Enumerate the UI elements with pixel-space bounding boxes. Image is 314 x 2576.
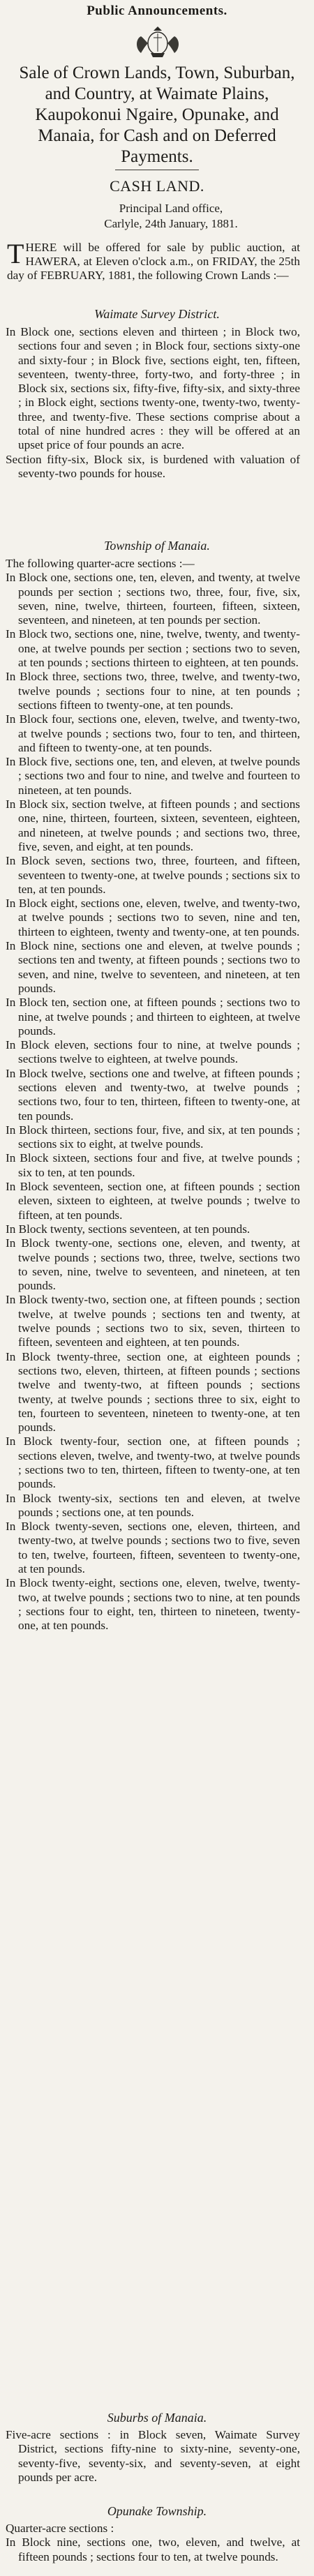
page-header: Public Announcements.	[87, 3, 227, 18]
list-item: Five-acre sections : in Block seven, Waimate Survey District, sections fifty-nine to sixty-nine, seventy-one, seventy-five, seventy-six, and seventy-seven, at eight pounds per acre.	[6, 2428, 300, 2484]
list-item: In Block one, sections eleven and thirteen ; in Block two, sections four and seven ; in Block four, sections sixty-one and sixty-four ; in Block five, sections eight, ten, fifteen, seventeen, twenty-three, forty-two, and forty-three ; in Block six, sections six, fifty-five, fifty-six, and sixty-three ; in Block eight, sections twenty-one, twenty-two, twenty-three, and twenty-five. These sections comprise about a total of nine hundred acres : they will be offered at an upset price of four pounds an acre.	[6, 325, 300, 452]
list-item: In Block sixteen, sections four and five, at twelve pounds ; six to ten, at ten pounds.	[6, 1151, 300, 1179]
section-title-waimate: Waimate Survey District.	[94, 307, 220, 321]
list-item: In Block three, sections two, three, twelve, and twenty-two, twelve pounds ; sections four to nine, at ten pounds ; sections fifteen to twenty-one, at ten pounds.	[6, 670, 300, 712]
intro-paragraph	[7, 238, 300, 283]
list-item: In Block eleven, sections four to nine, at twelve pounds ; sections twelve to eighteen, at twelve pounds.	[6, 1038, 300, 1066]
list-item: In Block twenty-three, section one, at eighteen pounds ; sections two, eleven, thirteen, at fifteen pounds ; sections twelve and twenty-two, at fifteen pounds ; sections twenty, at twelve pounds ; sections three to six, eight to ten, fourteen to seventeen, nineteen to twenty-one, at ten pounds.	[6, 1349, 300, 1435]
list-item: In Block thirteen, sections four, five, and six, at ten pounds ; sections six to eight, at twelve pounds.	[6, 1123, 300, 1151]
list-item: In Block twenty, sections seventeen, at ten pounds.	[6, 1222, 251, 1236]
announcement-title: Sale of Crown Lands, Town, Suburban, and Country, at Waimate Plains, Kaupokonui Ngaire, Opunake, and Manaia, for Cash and on Deferred Payments.	[19, 63, 295, 166]
list-item: Section fifty-six, Block six, is burdened with valuation of seventy-two pounds for house.	[6, 452, 300, 480]
list-item: In Block twelve, sections one and twelve, at fifteen pounds ; sections eleven and twenty-two, at twelve pounds ; sections two, four to ten, thirteen, fifteen to twenty-one, at ten pounds.	[6, 1066, 300, 1123]
list-item: In Block one, sections one, ten, eleven, and twenty, at twelve pounds per section ; sections two, three, four, five, six, seven, nine, twelve, thirteen, fourteen, fifteen, sixteen, seventeen, and nineteen, at ten pounds per section.	[6, 571, 300, 627]
cash-land-heading: CASH LAND.	[110, 177, 204, 195]
list-item: In Block nine, sections one and eleven, at twelve pounds ; sections ten and twenty, at fifteen pounds ; sections two to seven, and nine, twelve to seventeen, and nineteen, at ten pounds.	[6, 939, 300, 995]
drop-cap: T	[7, 238, 24, 269]
suburbs-para	[6, 2428, 300, 2485]
list-item: In Block twenty-one, sections one, eleven, and twenty, at twelve pounds ; sections two, three, twelve, sections two to seven, nine, twelve to seventeen, and nineteen, at ten pounds.	[6, 1236, 300, 1293]
section-title-suburbs: Suburbs of Manaia.	[107, 2411, 207, 2425]
list-item: In Block twenty-seven, sections one, eleven, thirteen, and twenty-two, at twelve pounds ; sections two to five, seven to ten, twelve, fourteen, fifteen, seventeen to twenty-one, at ten pounds.	[6, 1520, 300, 1576]
list-item: In Block seventeen, section one, at fifteen pounds ; section eleven, sixteen to eighteen, at twelve pounds ; twelve to fifteen, at ten pounds.	[6, 1180, 300, 1222]
royal-crest-icon	[133, 25, 183, 59]
section-title-manaia: Township of Manaia.	[104, 539, 210, 553]
date-line: Carlyle, 24th January, 1881.	[104, 217, 238, 230]
list-item: In Block nine, sections one, two, eleven, and twelve, at fifteen pounds ; sections four to ten, at twelve pounds.	[6, 2536, 300, 2563]
manaia-para	[6, 557, 300, 1633]
office-line: Principal Land office,	[119, 202, 223, 215]
list-item: In Block eight, sections one, eleven, twelve, and twenty-two, at twelve pounds ; sections two to seven, nine and ten, thirteen to eighteen, twenty and twenty-one, at ten pounds.	[6, 897, 300, 938]
list-item: In Block twenty-two, section one, at fifteen pounds ; section twelve, at twelve pounds ; sections ten and twenty, at twelve pounds ; sections two to six, seven, thirteen to fifteen, seventeen and eighteen, at ten pounds.	[6, 1293, 300, 1349]
intro-text: HERE will be offered for sale by public auction, at HAWERA, at Eleven o'clock a.m., on FRIDAY, the 25th day of FEBRUARY, 1881, the following Crown Lands :—	[7, 241, 300, 283]
list-item: In Block six, section twelve, at fifteen pounds ; and sections one, nine, thirteen, fourteen, sixteen, seventeen, eighteen, and nineteen, at twelve pounds ; and sections two, three, five, seven, and eight, at ten pounds.	[6, 797, 300, 853]
list-item: Quarter-acre sections :	[6, 2522, 114, 2535]
list-item: In Block seven, sections two, three, fourteen, and fifteen, seventeen to twenty-one, at twelve pounds ; sections six to ten, at ten pounds.	[6, 854, 300, 896]
list-item: In Block two, sections one, nine, twelve, twenty, and twenty-one, at twelve pounds per section ; sections two to seven, at ten pounds ; sections thirteen to eighteen, at ten pounds.	[6, 627, 300, 670]
opunake-para	[6, 2522, 300, 2564]
list-item: In Block five, sections one, ten, and eleven, at twelve pounds ; sections two and four to nine, and twelve and fourteen to nineteen, at ten pounds.	[6, 755, 300, 797]
list-item: In Block twenty-six, sections ten and eleven, at twelve pounds ; sections one, at ten pounds.	[6, 1491, 300, 1519]
list-item: The following quarter-acre sections :—	[6, 557, 195, 570]
section-title-opunake: Opunake Township.	[107, 2504, 207, 2518]
list-item: In Block twenty-eight, sections one, eleven, twelve, twenty-two, at twelve pounds ; sections two to nine, at ten pounds ; sections four to eight, ten, thirteen to nineteen, twenty-one, at ten pounds.	[6, 1576, 300, 1633]
list-item: In Block four, sections one, eleven, twelve, and twenty-two, at twelve pounds ; sections two, four to ten, and thirteen, and fifteen to twenty-one, at ten pounds.	[6, 712, 300, 754]
waimate-para	[6, 325, 300, 481]
list-item: In Block ten, section one, at fifteen pounds ; sections two to nine, at twelve pounds ; and thirteen to eighteen, at twelve pounds.	[6, 996, 300, 1038]
list-item: In Block twenty-four, section one, at fifteen pounds ; sections eleven, twelve, and twenty-two, at twelve pounds ; sections two to ten, thirteen, fifteen to twenty-one, at ten pounds.	[6, 1435, 300, 1491]
